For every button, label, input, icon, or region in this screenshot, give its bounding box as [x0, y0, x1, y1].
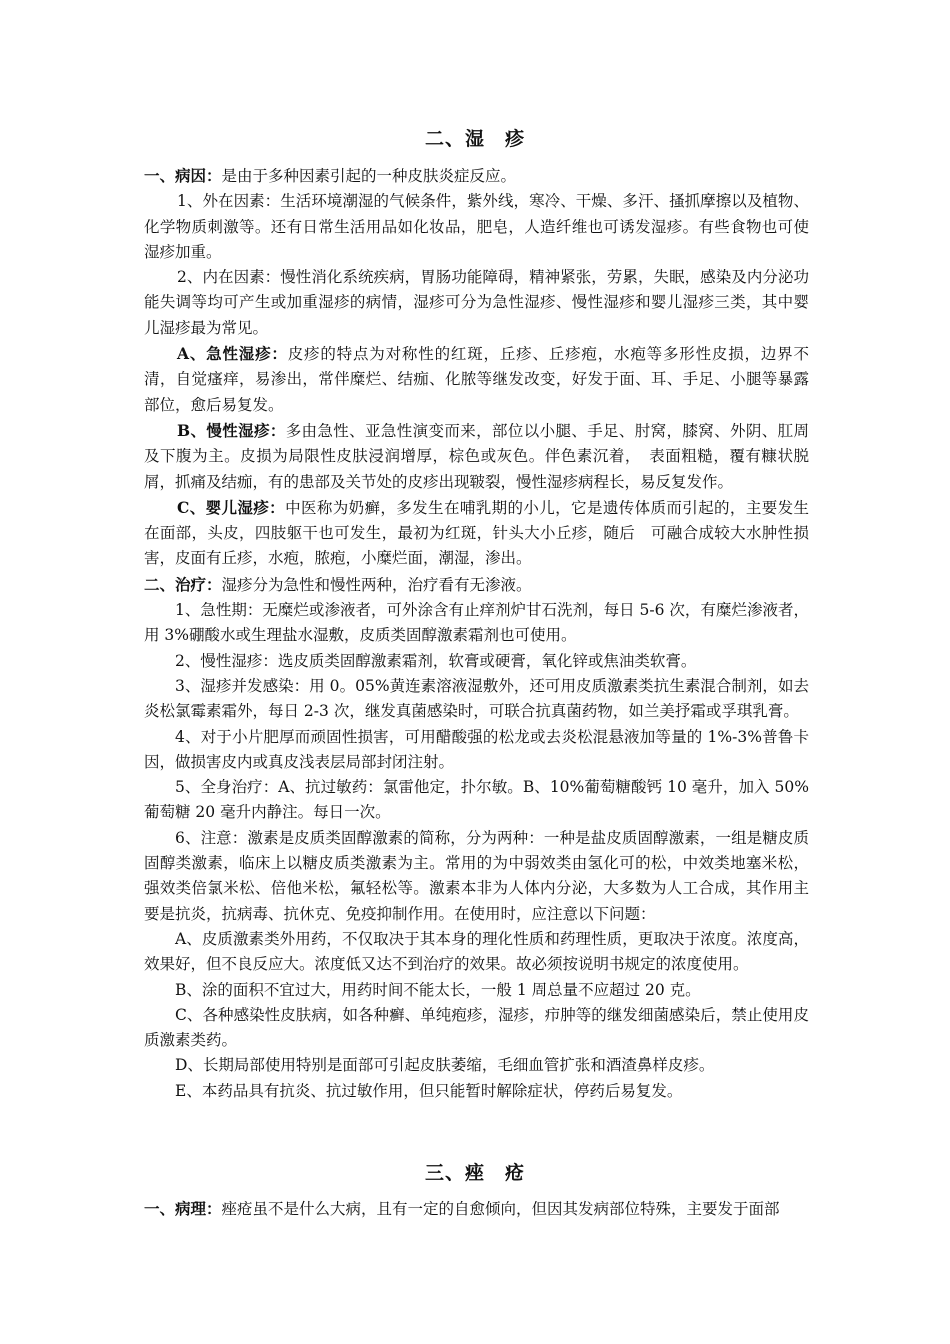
paragraph-treatment-4: 4、对于小片肥厚而顽固性损害，可用醋酸强的松龙或去炎松混悬液加等量的 1%-3%普鲁卡因，做损害皮内或真皮浅表层局部封闭注射。: [144, 727, 809, 771]
paragraph-treatment-3: 3、湿疹并发感染：用 0。05%黄连素溶液湿敷外，还可用皮质激素类抗生素混合制剂，如去炎松氯霉素霜外，每日 2-3 次，继发真菌感染时，可联合抗真菌药物，如兰美抒霜或孚琪乳膏。: [144, 676, 809, 721]
paragraph-infant-eczema: [144, 495, 809, 572]
cause-label: 一、病因：: [144, 166, 222, 185]
paragraph-treatment: [144, 572, 809, 598]
acute-eczema-text: 皮疹的特点为对称性的红斑，丘疹、丘疹疱，水疱等多形性皮损，边界不清，自觉瘙痒，易渗出，常伴糜烂、结痂、化脓等继发改变，好发于面、耳、手足、小腿等暴露部位，愈后易复发。: [144, 345, 809, 414]
acne-pathology-label: 一、病理：: [144, 1199, 222, 1218]
paragraph-note-e: E、本药品具有抗炎、抗过敏作用，但只能暂时解除症状，停药后易复发。: [175, 1081, 683, 1100]
chronic-eczema-label: B、慢性湿疹：: [177, 420, 286, 440]
cause-text: 是由于多种因素引起的一种皮肤炎症反应。: [221, 167, 517, 185]
section-title-eczema: 二、湿 疹: [424, 128, 525, 150]
paragraph-treatment-6: 6、注意：激素是皮质类固醇激素的简称，分为两种：一种是盐皮质固醇激素，一组是糖皮质固醇类激素，临床上以糖皮质类激素为主。常用的为中弱效类由氢化可的松，中效类地塞米松，强效类倍氯米松、倍他米松，氟轻松等。激素本非为人体内分泌，大多数为人工合成，其作用主要是抗炎，抗病毒、抗休克、免疫抑制作用。在使用时，应注意以下问题：: [144, 828, 809, 923]
eczema-body: [144, 163, 809, 1104]
paragraph-treatment-2: 2、慢性湿疹：选皮质类固醇激素霜剂，软膏或硬膏，氧化锌或焦油类软膏。: [175, 651, 697, 670]
section-title-acne: 三、痤 疮: [424, 1162, 525, 1184]
paragraph-treatment-1: 1、急性期：无糜烂或渗液者，可外涂含有止痒剂炉甘石洗剂，每日 5-6 次，有糜烂渗液者，用 3%硼酸水或生理盐水湿敷，皮质类固醇激素霜剂也可使用。: [144, 601, 809, 645]
treatment-label: 二、治疗：: [144, 574, 222, 594]
treatment-text: 湿疹分为急性和慢性两种，治疗看有无渗液。: [221, 575, 532, 594]
acne-body: [144, 1196, 809, 1222]
paragraph-acute-eczema: [144, 341, 809, 418]
paragraph-external-factors: 1、外在因素：生活环境潮湿的气候条件，紫外线，寒冷、干燥、多汗、搔抓摩擦以及植物、化学物质刺激等。还有日常生活用品如化妆品，肥皂，人造纤维也可诱发湿疹。有些食物也可使湿疹加重。: [144, 192, 809, 261]
infant-eczema-label: C、婴儿湿疹：: [177, 497, 286, 517]
acne-pathology-text: 痤疮虽不是什么大病，且有一定的自愈倾向，但因其发病部位特殊，主要发于面部: [221, 1200, 780, 1218]
paragraph-acne-pathology: [144, 1196, 809, 1222]
infant-eczema-text: 中医称为奶癣，多发生在哺乳期的小儿，它是遗传体质而引起的，主要发生在面部，头皮，四肢躯干也可发生，最初为红斑，针头大小丘疹，随后 可融合成较大水肿性损害，皮面有丘疹，水疱，脓疱，小糜烂面，潮湿，渗出。: [144, 498, 809, 568]
paragraph-note-b: B、涂的面积不宜过大，用药时间不能太长，一般 1 周总量不应超过 20 克。: [175, 980, 701, 999]
paragraph-note-a: A、皮质激素类外用药，不仅取决于其本身的理化性质和药理性质，更取决于浓度。浓度高，效果好，但不良反应大。浓度低又达不到治疗的效果。故必须按说明书规定的浓度使用。: [144, 929, 809, 974]
paragraph-note-d: D、长期局部使用特别是面部可引起皮肤萎缩，毛细血管扩张和酒渣鼻样皮疹。: [175, 1056, 715, 1075]
paragraph-chronic-eczema: [144, 418, 809, 495]
chronic-eczema-text: 多由急性、亚急性演变而来，部位以小腿、手足、肘窝，膝窝、外阴、肛周及下腹为主。皮损为局限性皮肤浸润增厚，棕色或灰色。伴色素沉着， 表面粗糙，覆有糠状脱屑，抓痛及结痂，有的患部及关节处的皮疹出现皲裂，慢性湿疹病程长，易反复发作。: [144, 421, 809, 491]
acute-eczema-label: A、急性湿疹：: [177, 344, 288, 364]
paragraph-treatment-5: 5、全身治疗：A、抗过敏药：氯雷他定，扑尔敏。B、10%葡萄糖酸钙 10 毫升，加入 50%葡萄糖 20 毫升内静注。每日一次。: [144, 778, 809, 822]
paragraph-internal-factors: 2、内在因素：慢性消化系统疾病，胃肠功能障碍，精神紧张，劳累，失眠，感染及内分泌功能失调等均可产生或加重湿疹的病情，湿疹可分为急性湿疹、慢性湿疹和婴儿湿疹三类，其中婴儿湿疹最为常见。: [144, 268, 809, 337]
paragraph-cause: [144, 163, 809, 189]
paragraph-note-c: C、各种感染性皮肤病，如各种癣、单纯疱疹，湿疹，疖肿等的继发细菌感染后，禁止使用皮质激素类药。: [144, 1005, 809, 1050]
